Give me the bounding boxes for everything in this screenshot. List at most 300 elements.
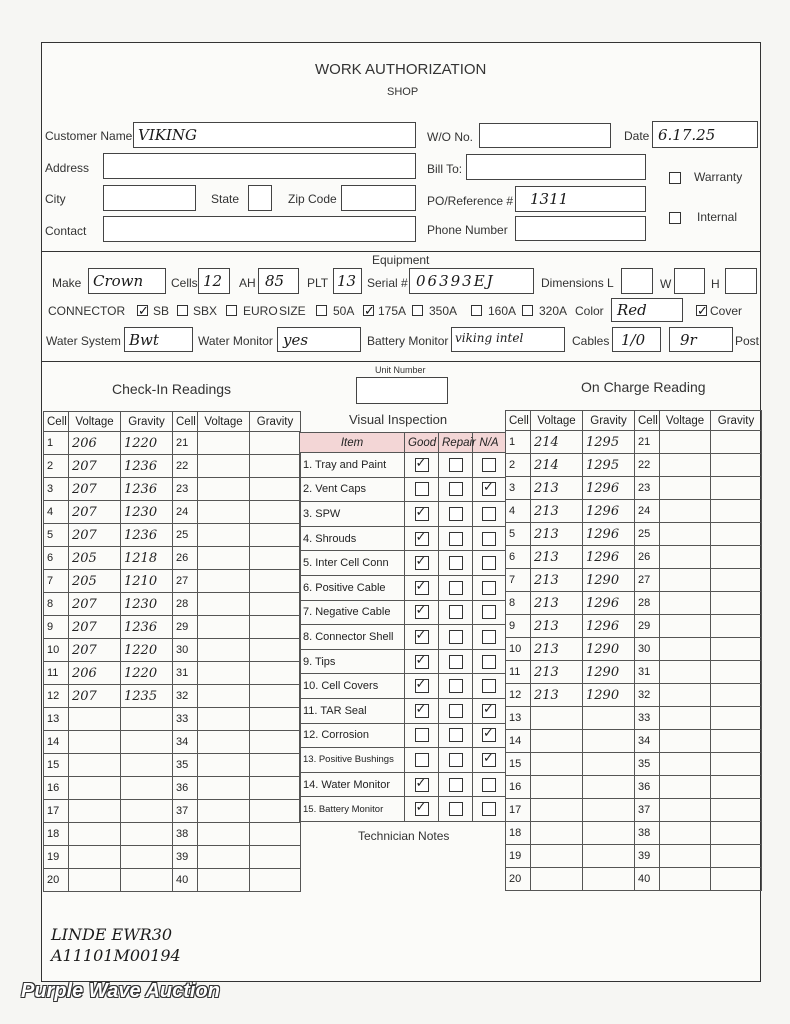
oncharge-gravity-cell-2[interactable] xyxy=(711,615,762,638)
oncharge-voltage-cell[interactable]: 213 xyxy=(531,684,583,707)
checkin-gravity-cell[interactable] xyxy=(121,869,173,892)
warranty-checkbox[interactable] xyxy=(669,172,681,184)
size-320a-checkbox[interactable] xyxy=(522,305,533,316)
inspection-item-row xyxy=(300,748,506,773)
oncharge-voltage-cell-2[interactable] xyxy=(660,454,711,477)
checkin-gravity-cell-2[interactable] xyxy=(250,685,301,708)
oncharge-voltage-cell[interactable]: 213 xyxy=(531,638,583,661)
checkin-gravity-cell-2[interactable] xyxy=(250,593,301,616)
checkin-voltage-cell-2[interactable] xyxy=(198,662,250,685)
checkin-gravity-cell-2[interactable] xyxy=(250,524,301,547)
checkin-voltage-cell[interactable] xyxy=(69,754,121,777)
oncharge-voltage-cell[interactable] xyxy=(531,753,583,776)
inspection-good-cell xyxy=(405,477,439,502)
inspection-na-checkbox[interactable] xyxy=(482,679,496,693)
oncharge-gravity-cell-2[interactable] xyxy=(711,753,762,776)
oncharge-row xyxy=(506,477,762,500)
inspection-na-checkbox[interactable] xyxy=(482,479,496,496)
oncharge-voltage-cell[interactable]: 213 xyxy=(531,615,583,638)
checkin-voltage-cell-2[interactable] xyxy=(198,777,250,800)
checkin-voltage-cell[interactable]: 207 xyxy=(69,501,121,524)
date-field[interactable] xyxy=(652,121,758,148)
oncharge-gravity-cell[interactable]: 1296 xyxy=(583,477,635,500)
oncharge-gravity-cell-2[interactable] xyxy=(711,684,762,707)
checkin-gravity-cell[interactable]: 1220 xyxy=(121,639,173,662)
checkin-voltage-cell[interactable]: 207 xyxy=(69,478,121,501)
inspection-good-checkbox[interactable] xyxy=(415,774,429,792)
post-field[interactable] xyxy=(669,327,733,352)
oncharge-gravity-cell-2[interactable] xyxy=(711,592,762,615)
oncharge-gravity-cell[interactable]: 1296 xyxy=(583,592,635,615)
inspection-good-checkbox[interactable] xyxy=(415,700,429,718)
checkin-voltage-cell[interactable]: 207 xyxy=(69,616,121,639)
oncharge-voltage-cell-2[interactable] xyxy=(660,822,711,845)
inspection-good-checkbox[interactable] xyxy=(415,626,429,644)
checkin-gravity-cell-2[interactable] xyxy=(250,501,301,524)
inspection-repair-checkbox[interactable] xyxy=(449,507,463,521)
inspection-repair-checkbox[interactable] xyxy=(449,753,463,767)
bill-to-field[interactable] xyxy=(466,154,646,180)
zip-field[interactable] xyxy=(341,185,416,211)
oncharge-voltage-cell-2[interactable] xyxy=(660,661,711,684)
oncharge-voltage-cell-2[interactable] xyxy=(660,799,711,822)
oncharge-gravity-cell[interactable] xyxy=(583,730,635,753)
checkin-gravity-cell[interactable] xyxy=(121,800,173,823)
checkin-gravity-cell-2[interactable] xyxy=(250,455,301,478)
checkin-gravity-cell[interactable] xyxy=(121,731,173,754)
oncharge-cell-number: 14 xyxy=(506,730,531,753)
checkin-row xyxy=(44,524,301,547)
oncharge-voltage-cell[interactable]: 214 xyxy=(531,454,583,477)
checkin-cell-number-2: 33 xyxy=(173,708,198,731)
checkin-voltage-cell[interactable]: 206 xyxy=(69,662,121,685)
inspection-good-checkbox[interactable] xyxy=(415,454,429,472)
cables-field[interactable] xyxy=(612,327,661,352)
oncharge-gravity-cell-2[interactable] xyxy=(711,822,762,845)
inspection-good-checkbox[interactable] xyxy=(415,651,429,669)
oncharge-row xyxy=(506,592,762,615)
oncharge-gravity-cell-2[interactable] xyxy=(711,799,762,822)
serial-field[interactable] xyxy=(409,268,534,294)
oncharge-gravity-cell[interactable]: 1296 xyxy=(583,500,635,523)
oncharge-gravity-cell-2[interactable] xyxy=(711,569,762,592)
sbx-checkbox[interactable] xyxy=(177,305,188,316)
checkin-voltage-cell[interactable] xyxy=(69,708,121,731)
checkin-gravity-cell-2[interactable] xyxy=(250,547,301,570)
checkin-voltage-cell[interactable]: 205 xyxy=(69,570,121,593)
oncharge-gravity-cell-2[interactable] xyxy=(711,454,762,477)
oncharge-cell-number-2: 28 xyxy=(635,592,660,615)
inspection-repair-cell xyxy=(439,772,473,797)
oncharge-gravity-cell[interactable]: 1295 xyxy=(583,431,635,454)
oncharge-voltage-cell-2[interactable] xyxy=(660,776,711,799)
oncharge-gravity-cell[interactable] xyxy=(583,845,635,868)
checkin-voltage-cell-2[interactable] xyxy=(198,754,250,777)
water-system-field[interactable] xyxy=(124,327,193,352)
phone-field[interactable] xyxy=(515,216,646,241)
checkin-gravity-cell-2[interactable] xyxy=(250,432,301,455)
checkin-gravity-cell[interactable]: 1230 xyxy=(121,501,173,524)
checkin-cell-number: 11 xyxy=(44,662,69,685)
checkin-gravity-cell-2[interactable] xyxy=(250,639,301,662)
oncharge-gravity-cell-2[interactable] xyxy=(711,845,762,868)
oncharge-voltage-cell[interactable] xyxy=(531,868,583,891)
form-subtitle: SHOP xyxy=(387,86,419,98)
items-col-good: Good xyxy=(405,433,439,453)
warranty-label: Warranty xyxy=(694,170,743,184)
checkin-voltage-cell-2[interactable] xyxy=(198,639,250,662)
inspection-good-check: ✓ xyxy=(415,700,427,716)
dimensions-w-field[interactable] xyxy=(674,268,705,294)
checkin-voltage-cell[interactable] xyxy=(69,823,121,846)
inspection-good-checkbox[interactable] xyxy=(415,528,429,546)
checkin-voltage-cell[interactable] xyxy=(69,846,121,869)
oncharge-gravity-cell[interactable] xyxy=(583,822,635,845)
size-160a-checkbox[interactable] xyxy=(471,305,482,316)
water-monitor-field[interactable] xyxy=(277,327,361,352)
make-field[interactable] xyxy=(88,268,166,294)
inspection-na-checkbox[interactable] xyxy=(482,725,496,742)
inspection-repair-checkbox[interactable] xyxy=(449,556,463,570)
inspection-repair-checkbox[interactable] xyxy=(449,581,463,595)
checkin-gravity-cell-2[interactable] xyxy=(250,478,301,501)
oncharge-voltage-cell[interactable]: 213 xyxy=(531,523,583,546)
oncharge-gravity-cell[interactable] xyxy=(583,868,635,891)
inspection-good-checkbox[interactable] xyxy=(415,602,429,619)
checkin-gravity-cell-2[interactable] xyxy=(250,823,301,846)
inspection-na-checkbox[interactable] xyxy=(482,458,496,472)
oncharge-cell-number-2: 33 xyxy=(635,707,660,730)
oncharge-gravity-cell[interactable] xyxy=(583,707,635,730)
checkin-gravity-cell[interactable]: 1235 xyxy=(121,685,173,708)
checkin-gravity-cell[interactable] xyxy=(121,823,173,846)
checkin-cell-number: 2 xyxy=(44,455,69,478)
checkin-gravity-cell[interactable]: 1236 xyxy=(121,616,173,639)
oncharge-voltage-cell-2[interactable] xyxy=(660,707,711,730)
internal-checkbox[interactable] xyxy=(669,212,681,224)
oncharge-gravity-cell-2[interactable] xyxy=(711,707,762,730)
oncharge-gravity-cell-2[interactable] xyxy=(711,730,762,753)
oncharge-voltage-cell[interactable]: 213 xyxy=(531,661,583,684)
inspection-item-label: 15. Battery Monitor xyxy=(300,797,405,822)
inspection-good-check: ✓ xyxy=(415,676,427,692)
ah-field[interactable] xyxy=(258,268,299,294)
oncharge-voltage-cell[interactable] xyxy=(531,845,583,868)
checkin-cell-number: 14 xyxy=(44,731,69,754)
make-value: Crown xyxy=(93,272,144,290)
inspection-na-checkbox[interactable] xyxy=(482,532,496,546)
checkin-gravity-cell[interactable]: 1236 xyxy=(121,524,173,547)
checkin-voltage-cell-2[interactable] xyxy=(198,455,250,478)
oncharge-voltage-cell-2[interactable] xyxy=(660,592,711,615)
checkin-gravity-cell-2[interactable] xyxy=(250,846,301,869)
oncharge-gravity-cell-2[interactable] xyxy=(711,546,762,569)
oncharge-cell-number-2: 36 xyxy=(635,776,660,799)
inspection-na-checkbox[interactable] xyxy=(482,655,496,669)
oncharge-gravity-cell[interactable]: 1295 xyxy=(583,454,635,477)
dimensions-l-field[interactable] xyxy=(621,268,653,294)
checkin-voltage-cell-2[interactable] xyxy=(198,708,250,731)
battery-monitor-field[interactable] xyxy=(451,327,565,352)
oncharge-gravity-cell[interactable] xyxy=(583,799,635,822)
oncharge-gravity-cell-2[interactable] xyxy=(711,661,762,684)
oncharge-voltage-cell[interactable]: 213 xyxy=(531,546,583,569)
checkin-gravity-cell[interactable] xyxy=(121,754,173,777)
oncharge-cell-number: 9 xyxy=(506,615,531,638)
inspection-repair-checkbox[interactable] xyxy=(449,532,463,546)
oncharge-voltage-cell-2[interactable] xyxy=(660,477,711,500)
checkin-gravity-cell[interactable]: 1218 xyxy=(121,547,173,570)
oncharge-voltage-cell[interactable]: 213 xyxy=(531,500,583,523)
customer-name-field[interactable] xyxy=(133,122,416,148)
inspection-na-checkbox[interactable] xyxy=(482,778,496,792)
checkin-gravity-cell[interactable]: 1220 xyxy=(121,432,173,455)
checkin-row xyxy=(44,639,301,662)
ah-label: AH xyxy=(239,276,256,290)
inspection-na-checkbox[interactable] xyxy=(482,700,496,718)
inspection-item-row xyxy=(300,526,506,551)
inspection-item-label: 3. SPW xyxy=(300,502,405,527)
checkin-gravity-cell-2[interactable] xyxy=(250,869,301,892)
checkin-voltage-cell-2[interactable] xyxy=(198,432,250,455)
address-field[interactable] xyxy=(103,153,416,179)
size-175a-checkbox[interactable] xyxy=(363,305,374,316)
checkin-gravity-cell[interactable]: 1210 xyxy=(121,570,173,593)
inspection-item-row xyxy=(300,649,506,674)
checkin-voltage-cell-2[interactable] xyxy=(198,593,250,616)
inspection-repair-checkbox[interactable] xyxy=(449,728,463,742)
oncharge-voltage-cell[interactable] xyxy=(531,799,583,822)
checkin-col-voltage-2: Voltage xyxy=(198,412,250,432)
oncharge-voltage-cell-2[interactable] xyxy=(660,615,711,638)
plt-label: PLT xyxy=(307,276,329,290)
checkin-gravity-cell[interactable] xyxy=(121,708,173,731)
checkin-voltage-cell-2[interactable] xyxy=(198,846,250,869)
oncharge-voltage-cell-2[interactable] xyxy=(660,569,711,592)
checkin-voltage-cell-2[interactable] xyxy=(198,685,250,708)
oncharge-gravity-cell-2[interactable] xyxy=(711,638,762,661)
checkin-voltage-cell[interactable]: 207 xyxy=(69,639,121,662)
oncharge-voltage-cell-2[interactable] xyxy=(660,753,711,776)
dimensions-h-field[interactable] xyxy=(725,268,757,294)
oncharge-voltage-cell-2[interactable] xyxy=(660,500,711,523)
cover-label: Cover xyxy=(710,304,743,318)
oncharge-voltage-cell[interactable] xyxy=(531,730,583,753)
checkin-gravity-cell-2[interactable] xyxy=(250,754,301,777)
oncharge-gravity-cell-2[interactable] xyxy=(711,523,762,546)
checkin-gravity-cell[interactable]: 1236 xyxy=(121,455,173,478)
inspection-repair-checkbox[interactable] xyxy=(449,458,463,472)
checkin-voltage-cell[interactable] xyxy=(69,777,121,800)
checkin-gravity-cell[interactable]: 1236 xyxy=(121,478,173,501)
oncharge-voltage-cell-2[interactable] xyxy=(660,638,711,661)
inspection-na-checkbox[interactable] xyxy=(482,630,496,644)
inspection-good-check: ✓ xyxy=(415,651,427,667)
checkin-voltage-cell-2[interactable] xyxy=(198,800,250,823)
unit-number-field[interactable] xyxy=(356,377,448,404)
oncharge-gravity-cell-2[interactable] xyxy=(711,500,762,523)
wo-field[interactable] xyxy=(479,123,611,148)
inspection-good-checkbox[interactable] xyxy=(415,503,429,521)
oncharge-voltage-cell-2[interactable] xyxy=(660,868,711,891)
inspection-good-checkbox[interactable] xyxy=(415,676,429,693)
size-50a-checkbox[interactable] xyxy=(316,305,327,316)
inspection-good-checkbox[interactable] xyxy=(415,728,429,742)
inspection-item-label: 13. Positive Bushings xyxy=(300,748,405,773)
checkin-row xyxy=(44,685,301,708)
oncharge-voltage-cell-2[interactable] xyxy=(660,730,711,753)
checkin-gravity-cell[interactable] xyxy=(121,777,173,800)
inspection-item-label: 5. Inter Cell Conn xyxy=(300,551,405,576)
checkin-gravity-cell-2[interactable] xyxy=(250,800,301,823)
oncharge-row xyxy=(506,546,762,569)
checkin-voltage-cell[interactable]: 207 xyxy=(69,524,121,547)
connector-label: CONNECTOR xyxy=(48,304,126,318)
checkin-voltage-cell-2[interactable] xyxy=(198,823,250,846)
oncharge-voltage-cell[interactable] xyxy=(531,822,583,845)
checkin-row xyxy=(44,478,301,501)
checkin-voltage-cell[interactable]: 207 xyxy=(69,455,121,478)
inspection-repair-checkbox[interactable] xyxy=(449,630,463,644)
color-field[interactable] xyxy=(611,298,683,322)
oncharge-gravity-cell-2[interactable] xyxy=(711,431,762,454)
size-350a-checkbox[interactable] xyxy=(412,305,423,316)
inspection-na-checkbox[interactable] xyxy=(482,581,496,595)
inspection-repair-checkbox[interactable] xyxy=(449,482,463,496)
cover-checkbox[interactable] xyxy=(696,305,707,316)
checkin-gravity-cell-2[interactable] xyxy=(250,570,301,593)
inspection-good-checkbox[interactable] xyxy=(415,753,429,767)
oncharge-voltage-cell[interactable]: 214 xyxy=(531,431,583,454)
po-field[interactable] xyxy=(515,186,646,212)
inspection-repair-checkbox[interactable] xyxy=(449,778,463,792)
checkin-voltage-cell[interactable]: 207 xyxy=(69,685,121,708)
inspection-good-checkbox[interactable] xyxy=(415,799,429,816)
checkin-gravity-cell-2[interactable] xyxy=(250,777,301,800)
checkin-voltage-cell-2[interactable] xyxy=(198,501,250,524)
inspection-na-checkbox[interactable] xyxy=(482,507,496,521)
oncharge-cell-number-2: 26 xyxy=(635,546,660,569)
oncharge-gravity-cell-2[interactable] xyxy=(711,776,762,799)
checkin-voltage-cell-2[interactable] xyxy=(198,869,250,892)
oncharge-voltage-cell[interactable]: 213 xyxy=(531,569,583,592)
contact-field[interactable] xyxy=(103,216,416,242)
inspection-na-cell xyxy=(473,625,506,650)
inspection-repair-checkbox[interactable] xyxy=(449,704,463,718)
oncharge-voltage-cell[interactable]: 213 xyxy=(531,477,583,500)
inspection-na-checkbox[interactable] xyxy=(482,802,496,816)
oncharge-cell-number: 3 xyxy=(506,477,531,500)
checkin-gravity-cell-2[interactable] xyxy=(250,708,301,731)
oncharge-gravity-cell[interactable]: 1290 xyxy=(583,638,635,661)
inspection-repair-checkbox[interactable] xyxy=(449,605,463,619)
oncharge-gravity-cell[interactable]: 1296 xyxy=(583,523,635,546)
checkin-voltage-cell[interactable]: 205 xyxy=(69,547,121,570)
checkin-voltage-cell-2[interactable] xyxy=(198,524,250,547)
oncharge-voltage-cell[interactable] xyxy=(531,776,583,799)
oncharge-voltage-cell[interactable]: 213 xyxy=(531,592,583,615)
oncharge-voltage-cell-2[interactable] xyxy=(660,546,711,569)
inspection-good-checkbox[interactable] xyxy=(415,482,429,496)
inspection-na-checkbox[interactable] xyxy=(482,605,496,619)
checkin-gravity-cell-2[interactable] xyxy=(250,731,301,754)
cells-field[interactable] xyxy=(198,268,230,294)
checkin-cell-number: 18 xyxy=(44,823,69,846)
checkin-row xyxy=(44,800,301,823)
state-field[interactable] xyxy=(248,185,272,211)
inspection-repair-cell xyxy=(439,551,473,576)
oncharge-voltage-cell-2[interactable] xyxy=(660,845,711,868)
checkin-voltage-cell[interactable]: 207 xyxy=(69,593,121,616)
oncharge-cell-number: 5 xyxy=(506,523,531,546)
inspection-na-checkbox[interactable] xyxy=(482,749,496,767)
inspection-good-cell xyxy=(405,797,439,822)
checkin-gravity-cell[interactable]: 1230 xyxy=(121,593,173,616)
checkin-cell-number-2: 27 xyxy=(173,570,198,593)
visual-inspection-table xyxy=(299,432,506,822)
oncharge-voltage-cell[interactable] xyxy=(531,707,583,730)
equipment-divider xyxy=(41,251,761,252)
checkin-voltage-cell[interactable] xyxy=(69,731,121,754)
inspection-item-label: 14. Water Monitor xyxy=(300,772,405,797)
oncharge-col-gravity-2: Gravity xyxy=(711,411,762,431)
city-field[interactable] xyxy=(103,185,196,211)
checkin-voltage-cell-2[interactable] xyxy=(198,570,250,593)
inspection-good-checkbox[interactable] xyxy=(415,577,429,595)
checkin-voltage-cell[interactable]: 206 xyxy=(69,432,121,455)
oncharge-gravity-cell[interactable]: 1296 xyxy=(583,615,635,638)
oncharge-gravity-cell[interactable]: 1290 xyxy=(583,661,635,684)
sb-checkbox[interactable] xyxy=(137,305,148,316)
oncharge-gravity-cell-2[interactable] xyxy=(711,477,762,500)
oncharge-gravity-cell[interactable] xyxy=(583,753,635,776)
checkin-voltage-cell-2[interactable] xyxy=(198,547,250,570)
inspection-item-label: 4. Shrouds xyxy=(300,526,405,551)
oncharge-voltage-cell-2[interactable] xyxy=(660,523,711,546)
checkin-gravity-cell-2[interactable] xyxy=(250,616,301,639)
inspection-repair-cell xyxy=(439,575,473,600)
checkin-gravity-cell[interactable] xyxy=(121,846,173,869)
oncharge-gravity-cell[interactable] xyxy=(583,776,635,799)
oncharge-voltage-cell-2[interactable] xyxy=(660,431,711,454)
inspection-item-row xyxy=(300,674,506,699)
oncharge-gravity-cell[interactable]: 1290 xyxy=(583,569,635,592)
checkin-voltage-cell-2[interactable] xyxy=(198,478,250,501)
inspection-repair-checkbox[interactable] xyxy=(449,655,463,669)
oncharge-voltage-cell-2[interactable] xyxy=(660,684,711,707)
checkin-gravity-cell-2[interactable] xyxy=(250,662,301,685)
post-value: 9r xyxy=(680,331,697,349)
checkin-voltage-cell-2[interactable] xyxy=(198,731,250,754)
inspection-na-checkbox[interactable] xyxy=(482,556,496,570)
checkin-voltage-cell-2[interactable] xyxy=(198,616,250,639)
inspection-good-checkbox[interactable] xyxy=(415,553,429,570)
inspection-repair-cell xyxy=(439,526,473,551)
plt-field[interactable] xyxy=(333,268,362,294)
inspection-repair-checkbox[interactable] xyxy=(449,679,463,693)
oncharge-gravity-cell[interactable]: 1290 xyxy=(583,684,635,707)
inspection-repair-checkbox[interactable] xyxy=(449,802,463,816)
checkin-voltage-cell[interactable] xyxy=(69,869,121,892)
inspection-item-label: 6. Positive Cable xyxy=(300,575,405,600)
checkin-gravity-cell[interactable]: 1220 xyxy=(121,662,173,685)
euro-checkbox[interactable] xyxy=(226,305,237,316)
oncharge-gravity-cell[interactable]: 1296 xyxy=(583,546,635,569)
oncharge-row xyxy=(506,799,762,822)
checkin-row xyxy=(44,731,301,754)
checkin-voltage-cell[interactable] xyxy=(69,800,121,823)
oncharge-gravity-cell-2[interactable] xyxy=(711,868,762,891)
